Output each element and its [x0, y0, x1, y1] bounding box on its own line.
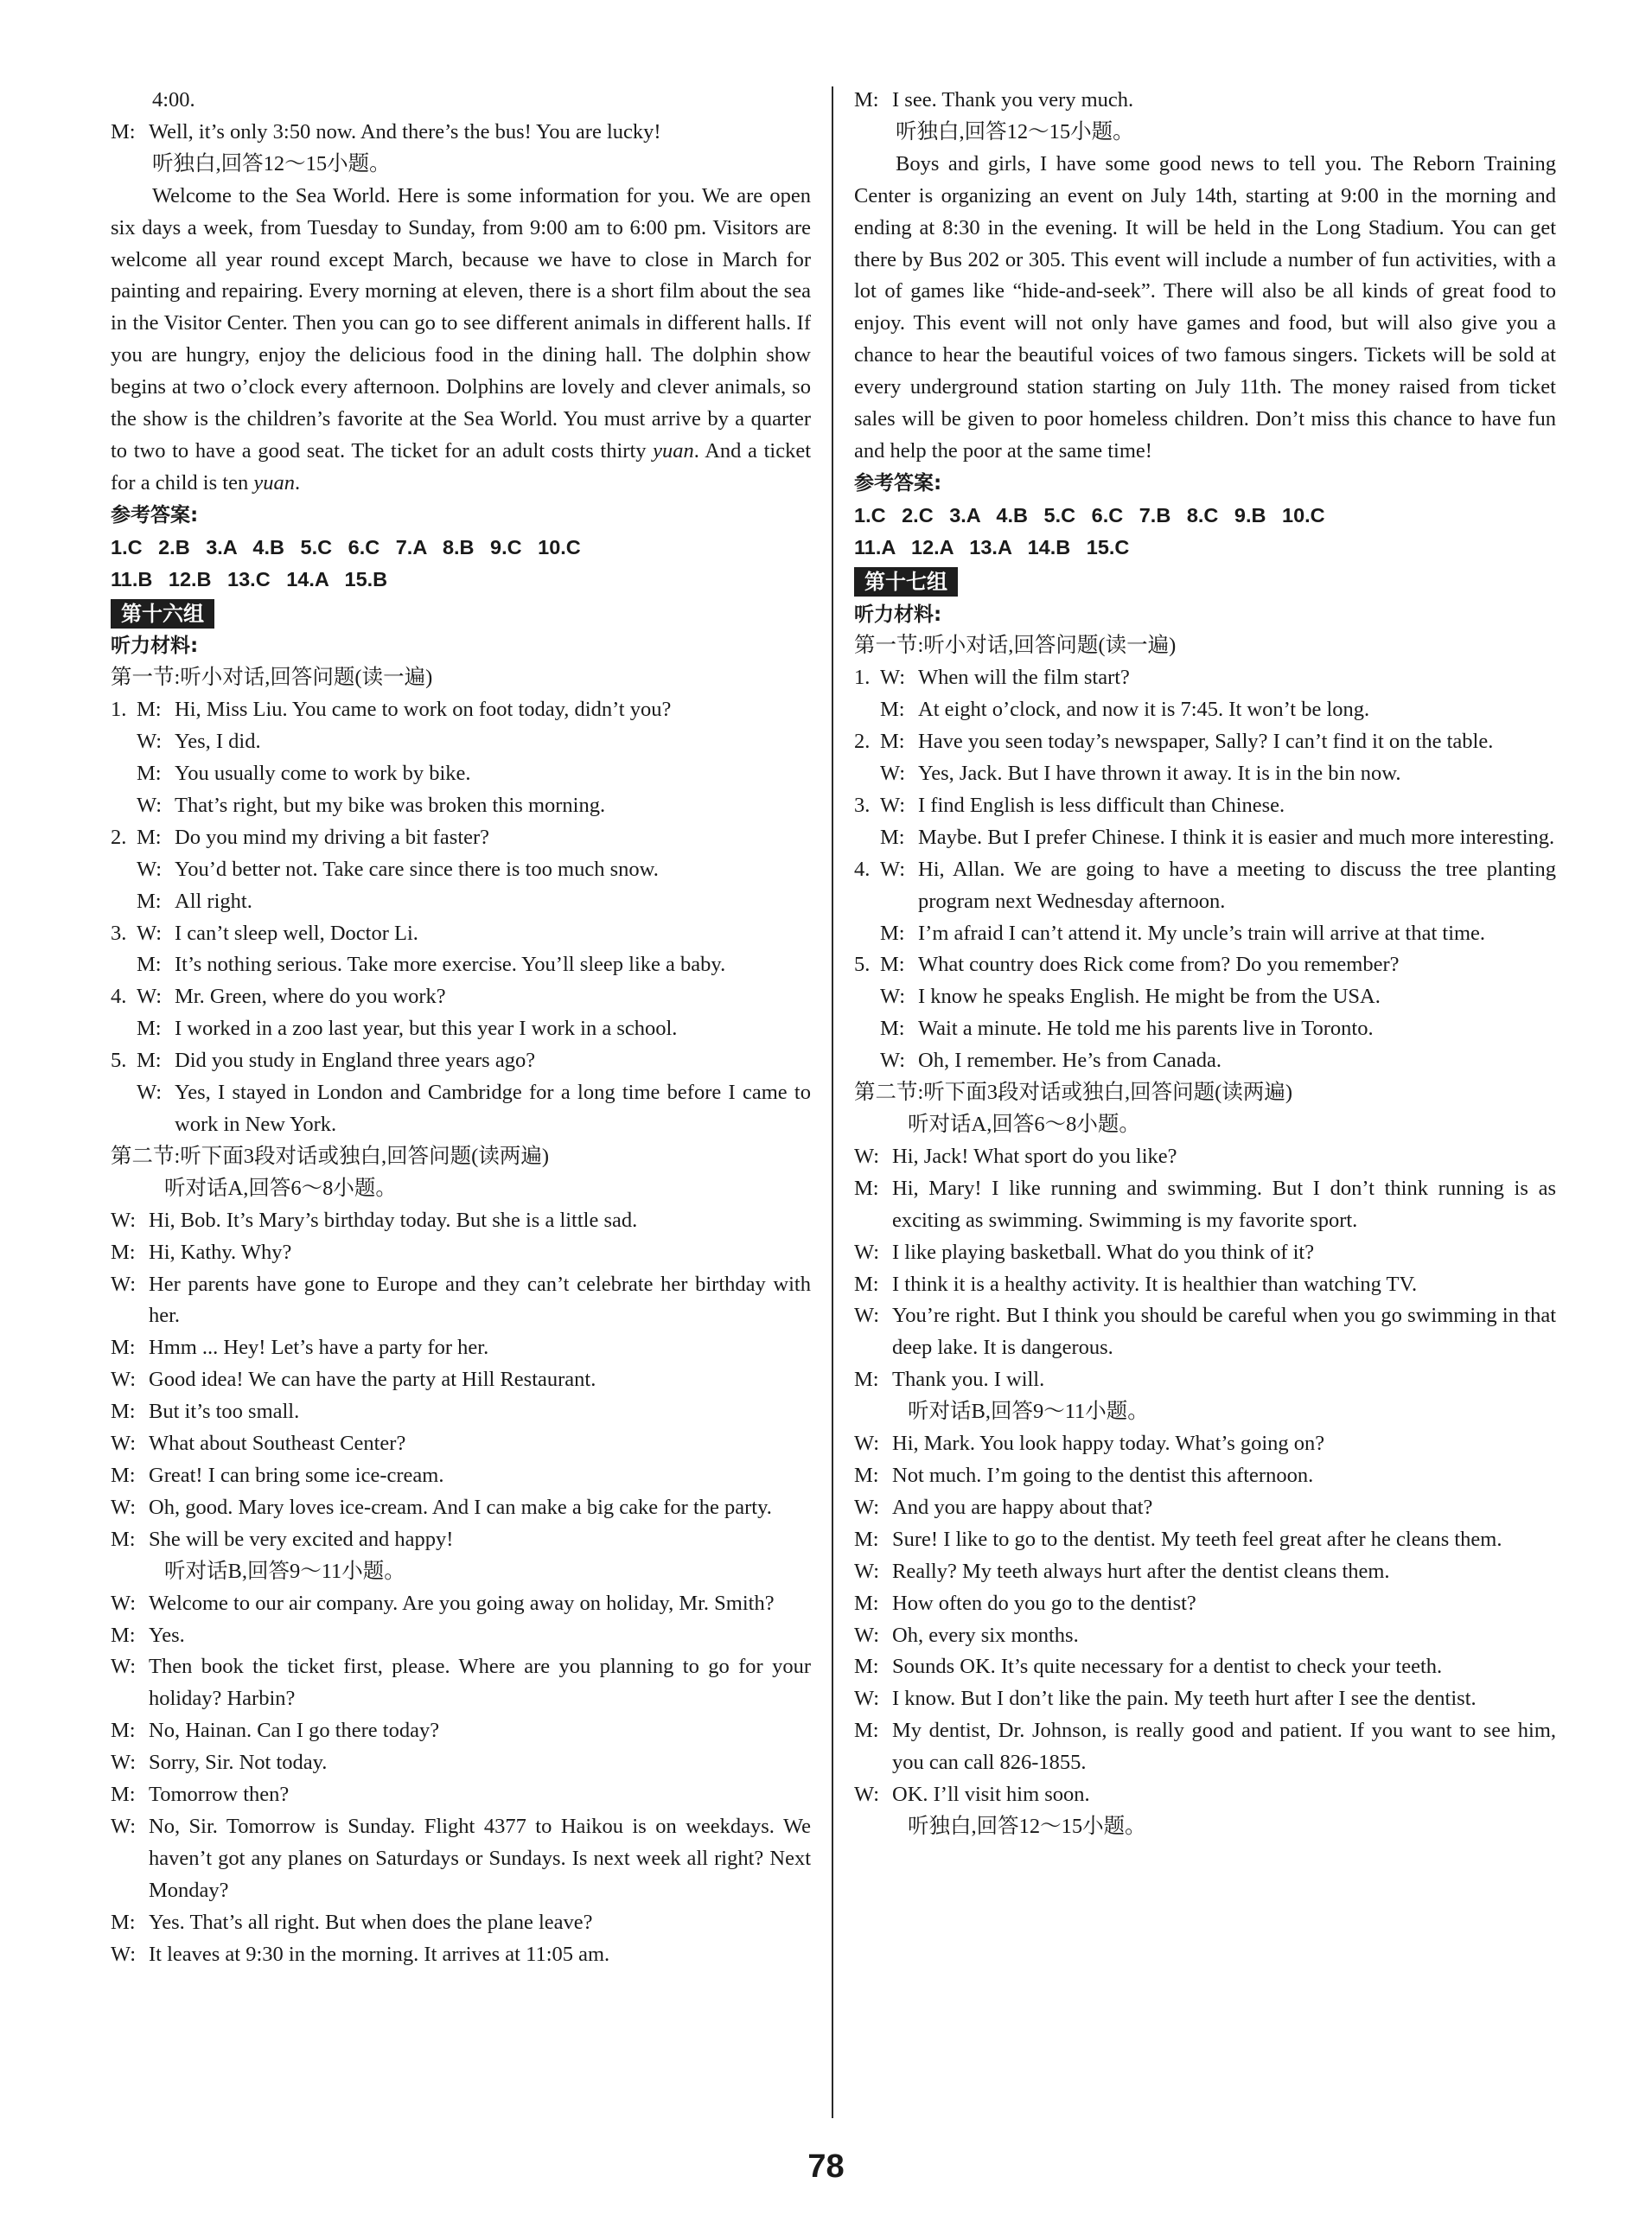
dialogue-line — [137, 758, 811, 790]
dialogue-text: Hi, Miss Liu. You came to work on foot today, didn’t you? — [175, 698, 672, 722]
question-number: 5. — [854, 953, 871, 977]
short-dialogue-line — [111, 981, 811, 1013]
dialogue-line — [854, 1300, 1556, 1364]
dialogue-b-note: 听对话B,回答9～11小题。 — [908, 1400, 1149, 1424]
speaker-label: M: — [854, 1368, 879, 1392]
speaker-label: W: — [137, 857, 163, 881]
dialogue-text: Oh, every six months. — [892, 1623, 1079, 1647]
question-number: 5. — [111, 1049, 127, 1073]
short-dialogue-line — [854, 918, 1556, 950]
dialogue-text: I like playing basketball. What do you think of it? — [892, 1240, 1315, 1264]
question-number — [854, 918, 880, 950]
dialogue-a-note: 听对话A,回答6～8小题。 — [908, 1113, 1140, 1136]
question-number — [111, 758, 137, 790]
speaker-label: M: — [880, 1017, 905, 1041]
group-title: 第十六组 — [111, 599, 214, 629]
dialogue-text: No, Hainan. Can I go there today? — [149, 1719, 440, 1743]
section-title: 第二节:听下面3段对话或独白,回答问题(读两遍) — [854, 1081, 1292, 1105]
speaker-label: M: — [137, 953, 162, 977]
speaker-label: M: — [137, 825, 162, 849]
monologue-note: 听独白,回答12～15小题。 — [152, 151, 391, 176]
column-divider — [832, 86, 833, 2118]
speaker-label: M: — [137, 698, 162, 722]
speaker-label: W: — [111, 1272, 137, 1296]
dialogue-text: Her parents have gone to Europe and they can’t celebrate her birthday with her. — [149, 1272, 811, 1328]
dialogue-line — [854, 1364, 1556, 1396]
dialogue-line — [111, 1620, 811, 1652]
speaker-label: M: — [111, 1400, 136, 1424]
dialogue-text: Hi, Jack! What sport do you like? — [892, 1144, 1177, 1168]
dialogue-text: Hi, Mary! I like running and swimming. But I don’t think running is as exciting as swimming. Swimming is my favorite sport. — [892, 1176, 1556, 1232]
dialogue-text: Hmm ... Hey! Let’s have a party for her. — [149, 1336, 489, 1360]
dialogue-text: Thank you. I will. — [892, 1368, 1045, 1392]
dialogue-text: Then book the ticket first, please. Where are you planning to go for your holiday? Harbin? — [149, 1655, 811, 1711]
speaker-label: M: — [880, 953, 905, 977]
speaker-label: M: — [854, 1719, 879, 1743]
dialogue-a — [111, 1205, 811, 1556]
dialogue-text: Yes, I stayed in London and Cambridge for a long time before I came to work in New York. — [175, 1081, 811, 1136]
question-number — [854, 758, 880, 790]
dialogue-line — [137, 918, 811, 950]
answers-line: 11.A 12.A 13.A 14.B 15.C — [854, 535, 1130, 558]
dialogue-line — [854, 1141, 1556, 1173]
dialogue-line — [854, 1556, 1556, 1588]
question-number — [111, 726, 137, 758]
short-dialogue-line — [854, 981, 1556, 1013]
speaker-label: M: — [854, 1655, 879, 1679]
section-title: 第一节:听小对话,回答问题(读一遍) — [854, 634, 1177, 658]
speaker-label: W: — [137, 730, 163, 754]
short-dialogue-line — [854, 949, 1556, 981]
question-number — [854, 981, 880, 1013]
speaker-label: M: — [111, 1527, 136, 1551]
answers-line: 1.C 2.B 3.A 4.B 5.C 6.C 7.A 8.B 9.C 10.C — [111, 535, 581, 558]
question-number — [111, 1077, 137, 1141]
dialogue-line — [854, 1779, 1556, 1811]
speaker-label: M: — [111, 1910, 136, 1934]
dialogue-text: Mr. Green, where do you work? — [175, 985, 446, 1009]
final-monologue-note: 听独白,回答12～15小题。 — [908, 1814, 1146, 1838]
speaker-label: W: — [137, 921, 163, 945]
speaker-label: M: — [137, 762, 162, 786]
question-number — [854, 822, 880, 854]
question-number: 4. — [854, 857, 871, 881]
dialogue-text: I think it is a healthy activity. It is healthier than watching TV. — [892, 1272, 1418, 1296]
question-number: 2. — [111, 825, 127, 849]
dialogue-line — [111, 1939, 811, 1971]
dialogue-text: No, Sir. Tomorrow is Sunday. Flight 4377 to Haikou is on weekdays. We haven’t got any planes on Saturdays or Sundays. Is next week all right? Next Monday? — [149, 1814, 811, 1902]
dialogue-line — [111, 1588, 811, 1620]
short-dialogue-line — [111, 726, 811, 758]
dialogue-text: And you are happy about that? — [892, 1495, 1153, 1519]
short-dialogue-line — [111, 1077, 811, 1141]
dialogue-line — [880, 694, 1556, 726]
short-dialogues — [854, 662, 1556, 1077]
dialogue-text: Great! I can bring some ice-cream. — [149, 1463, 444, 1487]
speaker-label: W: — [880, 793, 906, 817]
speaker-label: W: — [880, 1049, 906, 1073]
dialogue-text: Not much. I’m going to the dentist this afternoon. — [892, 1463, 1314, 1487]
dialogue-line — [880, 1045, 1556, 1077]
dialogue-text: Hi, Allan. We are going to have a meeting to discuss the tree planting program next Wednesday afternoon. — [918, 857, 1556, 913]
dialogue-text: Oh, good. Mary loves ice-cream. And I can make a big cake for the party. — [149, 1495, 772, 1519]
speaker-label: W: — [854, 1623, 880, 1647]
dialogue-text: I know. But I don’t like the pain. My teeth hurt after I see the dentist. — [892, 1687, 1477, 1711]
dialogue-text: Maybe. But I prefer Chinese. I think it is easier and much more interesting. — [918, 825, 1555, 849]
dialogue-text: Really? My teeth always hurt after the dentist cleans them. — [892, 1559, 1390, 1583]
speaker-label: M: — [880, 730, 905, 754]
question-number — [854, 694, 880, 726]
short-dialogue-line — [854, 822, 1556, 854]
dialogue-text: Hi, Mark. You look happy today. What’s going on? — [892, 1432, 1325, 1456]
right-column — [854, 85, 1556, 1843]
speaker-label: W: — [137, 793, 163, 817]
short-dialogue-line — [111, 949, 811, 981]
dialogue-line — [111, 1779, 811, 1811]
speaker-label: M: — [111, 1719, 136, 1743]
dialogue-line — [111, 1492, 811, 1524]
dialogue-text: How often do you go to the dentist? — [892, 1591, 1196, 1615]
dialogue-line — [854, 1524, 1556, 1556]
speaker-label: W: — [854, 1783, 880, 1807]
speaker-label: M: — [880, 825, 905, 849]
dialogue-text: Good idea! We can have the party at Hill Restaurant. — [149, 1368, 596, 1392]
question-number — [111, 949, 137, 981]
dialogue-line — [880, 854, 1556, 918]
dialogue-line — [111, 1747, 811, 1779]
section-title: 第二节:听下面3段对话或独白,回答问题(读两遍) — [111, 1144, 549, 1168]
dialogue-text: I know he speaks English. He might be from the USA. — [918, 985, 1381, 1009]
dialogue-line — [880, 662, 1556, 694]
speaker-label: M: — [111, 1783, 136, 1807]
dialogue-text: Tomorrow then? — [149, 1783, 290, 1807]
dialogue-line — [854, 1683, 1556, 1715]
dialogue-line — [880, 790, 1556, 822]
speaker-label: W: — [111, 1432, 137, 1456]
left-column — [111, 85, 811, 1970]
speaker-label: W: — [854, 1432, 880, 1456]
dialogue-line — [111, 1460, 811, 1492]
dialogue-text: Hi, Kathy. Why? — [149, 1240, 292, 1264]
dialogue-line — [137, 1077, 811, 1141]
dialogue-text: Wait a minute. He told me his parents live in Toronto. — [918, 1017, 1374, 1041]
dialogue-text: Sounds OK. It’s quite necessary for a dentist to check your teeth. — [892, 1655, 1443, 1679]
question-number — [111, 886, 137, 918]
dialogue-line — [137, 694, 811, 726]
dialogue-text: But it’s too small. — [149, 1400, 300, 1424]
dialogue-line — [854, 1269, 1556, 1301]
dialogue-text: Do you mind my driving a bit faster? — [175, 825, 490, 849]
short-dialogue-line — [854, 694, 1556, 726]
dialogue-text: You’re right. But I think you should be careful when you go swimming in that deep lake. It is dangerous. — [892, 1304, 1556, 1360]
dialogue-line — [854, 1173, 1556, 1237]
dialogue-text: It leaves at 9:30 in the morning. It arrives at 11:05 am. — [149, 1942, 610, 1966]
dialogue-line — [137, 726, 811, 758]
dialogue-line — [111, 1205, 811, 1237]
dialogue-line — [111, 1715, 811, 1747]
short-dialogue-line — [111, 886, 811, 918]
dialogue-b — [854, 1428, 1556, 1811]
dialogue-b — [111, 1588, 811, 1971]
dialogue-text: Did you study in England three years ago? — [175, 1049, 536, 1073]
dialogue-line — [854, 1651, 1556, 1683]
dialogue-text: OK. I’ll visit him soon. — [892, 1783, 1090, 1807]
dialogue-line — [880, 758, 1556, 790]
speaker-label: W: — [880, 762, 906, 786]
speaker-label: W: — [854, 1687, 880, 1711]
dialogue-line — [880, 949, 1556, 981]
question-number: 1. — [111, 698, 127, 722]
speaker-label: W: — [111, 1751, 137, 1775]
speaker-label: W: — [137, 1081, 163, 1105]
dialogue-line — [854, 1428, 1556, 1460]
dialogue-text: Have you seen today’s newspaper, Sally? I can’t find it on the table. — [918, 730, 1494, 754]
listening-heading: 听力材料: — [111, 635, 199, 658]
speaker-label: M: — [111, 1336, 136, 1360]
short-dialogues — [111, 694, 811, 1141]
dialogue-line — [111, 1524, 811, 1556]
short-dialogue-line — [854, 790, 1556, 822]
dialogue-a-note: 听对话A,回答6～8小题。 — [164, 1176, 397, 1200]
dialogue-text: Yes, Jack. But I have thrown it away. It is in the bin now. — [918, 762, 1401, 786]
short-dialogue-line — [111, 758, 811, 790]
dialogue-text: Yes. — [149, 1623, 185, 1647]
dialogue-text: Yes. That’s all right. But when does the plane leave? — [149, 1910, 593, 1934]
speaker-label: W: — [111, 1495, 137, 1519]
speaker-label: M: — [854, 1591, 879, 1615]
question-number — [854, 1013, 880, 1045]
question-number — [854, 1045, 880, 1077]
dialogue-line — [880, 726, 1556, 758]
short-dialogue-line — [111, 822, 811, 854]
dialogue-text: Oh, I remember. He’s from Canada. — [918, 1049, 1222, 1073]
dialogue-line — [854, 1620, 1556, 1652]
speaker-label: M: — [854, 1463, 879, 1487]
speaker-label: M: — [111, 1623, 136, 1647]
dialogue-text: You’d better not. Take care since there is too much snow. — [175, 857, 659, 881]
monologue-note: 听独白,回答12～15小题。 — [896, 119, 1134, 144]
dialogue-line — [111, 1269, 811, 1333]
speaker-label: W: — [111, 1208, 137, 1232]
speaker-label: W: — [880, 985, 906, 1009]
dialogue-line — [111, 1237, 811, 1269]
short-dialogue-line — [111, 790, 811, 822]
dialogue-line — [854, 1492, 1556, 1524]
dialogue-text: She will be very excited and happy! — [149, 1527, 454, 1551]
group-title: 第十七组 — [854, 567, 958, 597]
dialogue-line — [137, 1013, 811, 1045]
speaker-label: W: — [111, 1655, 137, 1679]
dialogue-text: When will the film start? — [918, 666, 1130, 690]
question-number: 3. — [854, 793, 871, 817]
dialogue-text: All right. — [175, 889, 252, 913]
dialogue-line — [854, 1460, 1556, 1492]
dialogue-text: Sorry, Sir. Not today. — [149, 1751, 328, 1775]
short-dialogue-line — [111, 854, 811, 886]
question-number: 3. — [111, 921, 127, 945]
short-dialogue-line — [111, 1045, 811, 1077]
dialogue-line — [137, 949, 811, 981]
question-number — [111, 790, 137, 822]
answers-line: 11.B 12.B 13.C 14.A 15.B — [111, 567, 388, 590]
question-number: 2. — [854, 730, 871, 754]
dialogue-text: Yes, I did. — [175, 730, 261, 754]
dialogue-text: That’s right, but my bike was broken this morning. — [175, 793, 606, 817]
dialogue-text: You usually come to work by bike. — [175, 762, 471, 786]
speaker-label: M: — [880, 921, 905, 945]
section-title: 第一节:听小对话,回答问题(读一遍) — [111, 666, 433, 690]
speaker-label: M: — [111, 1240, 136, 1264]
dialogue-line — [137, 981, 811, 1013]
speaker-label: W: — [137, 985, 163, 1009]
dialogue-line: M: Well, it’s only 3:50 now. And there’s the bus! You are lucky! — [111, 119, 661, 144]
dialogue-line — [854, 1237, 1556, 1269]
speaker-label: M: — [137, 889, 162, 913]
question-number — [111, 854, 137, 886]
answers-heading: 参考答案: — [111, 503, 199, 527]
speaker-label: W: — [111, 1591, 137, 1615]
dialogue-line — [880, 981, 1556, 1013]
dialogue-text: It’s nothing serious. Take more exercise. You’ll sleep like a baby. — [175, 953, 726, 977]
question-number — [111, 1013, 137, 1045]
speaker-label: M: — [137, 1049, 162, 1073]
dialogue-line: M: I see. Thank you very much. — [854, 88, 1134, 112]
listening-heading: 听力材料: — [854, 603, 942, 626]
answers-heading: 参考答案: — [854, 471, 942, 495]
speaker-label: W: — [880, 857, 906, 881]
short-dialogue-line — [111, 918, 811, 950]
dialogue-a — [854, 1141, 1556, 1396]
dialogue-line — [111, 1651, 811, 1715]
dialogue-text: I’m afraid I can’t attend it. My uncle’s train will arrive at that time. — [918, 921, 1486, 945]
dialogue-text: I find English is less difficult than Chinese. — [918, 793, 1285, 817]
dialogue-line — [880, 918, 1556, 950]
speaker-label: M: — [111, 1463, 136, 1487]
speaker-label: W: — [854, 1559, 880, 1583]
speaker-label: M: — [854, 1272, 879, 1296]
dialogue-line — [137, 790, 811, 822]
dialogue-line — [111, 1396, 811, 1428]
speaker-label: M: — [854, 1176, 879, 1200]
dialogue-line — [137, 822, 811, 854]
question-number: 4. — [111, 985, 127, 1009]
short-dialogue-line — [854, 758, 1556, 790]
speaker-label: W: — [111, 1368, 137, 1392]
speaker-label: M: — [854, 1527, 879, 1551]
dialogue-line — [137, 1045, 811, 1077]
short-dialogue-line — [111, 1013, 811, 1045]
answers-line: 1.C 2.C 3.A 4.B 5.C 6.C 7.B 8.C 9.B 10.C — [854, 503, 1325, 527]
short-dialogue-line — [854, 1013, 1556, 1045]
page-number: 78 — [807, 2148, 845, 2185]
monologue-text: Welcome to the Sea World. Here is some information for you. We are open six days a week, from Tuesday to Sunday, from 9:00 am to 6:00 pm. Visitors are welcome all year round except March, because we have to close in March for painting and repairing. Every morning at eleven, there is a short film about the sea in the Visitor Center. Then you can go to see different animals in different halls. If you are hungry, enjoy the delicious food in the dining hall. The dolphin show begins at two o’clock every afternoon. Dolphins are lovely and clever animals, so the show is the children’s favorite at the Sea World. You must arrive by a quarter to two to have a good seat. The ticket for an adult costs thirty yuan. And a ticket for a child is ten yuan. — [111, 183, 811, 495]
speaker-label: W: — [854, 1240, 880, 1264]
speaker-label: W: — [854, 1144, 880, 1168]
top-time: 4:00. — [152, 88, 195, 112]
speaker-label: W: — [880, 666, 906, 690]
speaker-label: W: — [111, 1814, 137, 1838]
speaker-label: W: — [854, 1304, 880, 1328]
short-dialogue-line — [854, 1045, 1556, 1077]
dialogue-line — [111, 1907, 811, 1939]
dialogue-text: Welcome to our air company. Are you going away on holiday, Mr. Smith? — [149, 1591, 775, 1615]
speaker-label: W: — [111, 1942, 137, 1966]
monologue-text: Boys and girls, I have some good news to tell you. The Reborn Training Center is organizing an event on July 14th, starting at 9:00 in the morning and ending at 8:30 in the evening. It will be held in the Long Stadium. You can get there by Bus 202 or 305. This event will include a number of fun activities, with a lot of games like “hide-and-seek”. There will also be all kinds of great food to enjoy. This event will not only have games and food, but will also give you a chance to hear the beautiful voices of two famous singers. Tickets will be sold at every underground station starting on July 11th. The money raised from ticket sales will be given to poor homeless children. Don’t miss this chance to have fun and help the poor at the same time! — [854, 151, 1556, 463]
dialogue-line — [880, 1013, 1556, 1045]
dialogue-b-note: 听对话B,回答9～11小题。 — [164, 1559, 405, 1583]
speaker-label: M: — [137, 1017, 162, 1041]
dialogue-text: What about Southeast Center? — [149, 1432, 406, 1456]
dialogue-line — [137, 886, 811, 918]
dialogue-text: I can’t sleep well, Doctor Li. — [175, 921, 418, 945]
dialogue-text: Sure! I like to go to the dentist. My teeth feel great after he cleans them. — [892, 1527, 1502, 1551]
dialogue-line — [111, 1811, 811, 1907]
short-dialogue-line — [854, 662, 1556, 694]
dialogue-line — [880, 822, 1556, 854]
dialogue-line — [111, 1428, 811, 1460]
short-dialogue-line — [111, 694, 811, 726]
dialogue-line — [137, 854, 811, 886]
dialogue-line — [854, 1715, 1556, 1779]
short-dialogue-line — [854, 854, 1556, 918]
dialogue-text: At eight o’clock, and now it is 7:45. It won’t be long. — [918, 698, 1370, 722]
dialogue-text: What country does Rick come from? Do you remember? — [918, 953, 1400, 977]
dialogue-line — [111, 1364, 811, 1396]
speaker-label: W: — [854, 1495, 880, 1519]
short-dialogue-line — [854, 726, 1556, 758]
dialogue-line — [111, 1332, 811, 1364]
speaker-label: M: — [880, 698, 905, 722]
question-number: 1. — [854, 666, 871, 690]
dialogue-text: I worked in a zoo last year, but this year I work in a school. — [175, 1017, 678, 1041]
dialogue-text: Hi, Bob. It’s Mary’s birthday today. But she is a little sad. — [149, 1208, 638, 1232]
dialogue-text: My dentist, Dr. Johnson, is really good and patient. If you want to see him, you can call 826-1855. — [892, 1719, 1556, 1775]
dialogue-line — [854, 1588, 1556, 1620]
